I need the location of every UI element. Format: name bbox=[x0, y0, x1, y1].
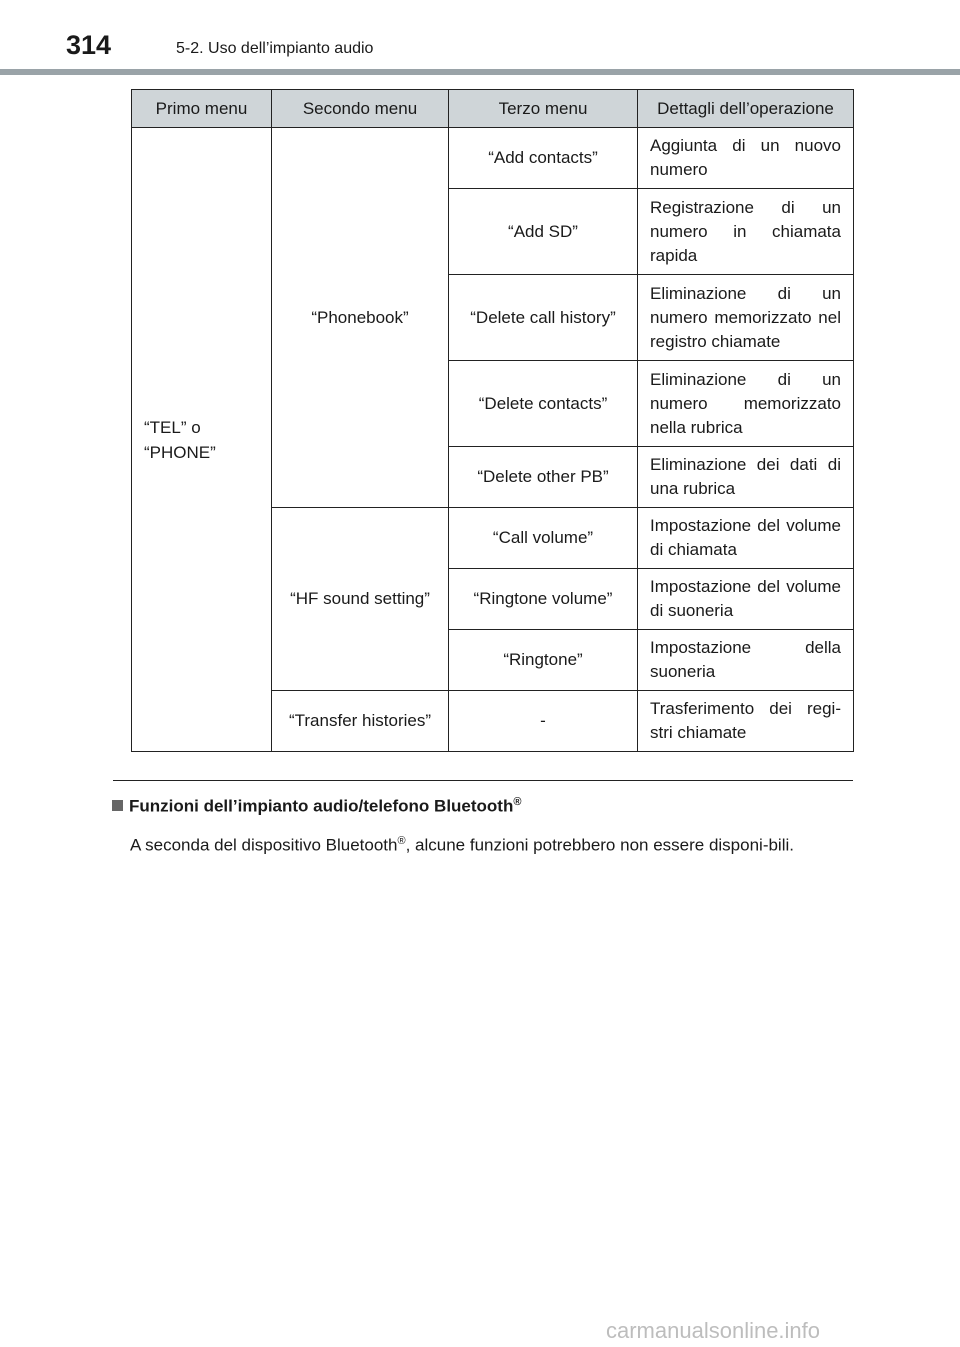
third-menu-cell: - bbox=[449, 691, 638, 752]
note-text-end: , alcune funzioni potrebbero non essere disponi-bili. bbox=[405, 835, 794, 855]
second-menu-cell: “Transfer histories” bbox=[272, 691, 449, 752]
third-menu-cell: “Call volume” bbox=[449, 508, 638, 569]
column-header: Secondo menu bbox=[272, 90, 449, 128]
section-divider bbox=[113, 780, 853, 781]
note-paragraph bbox=[130, 828, 840, 859]
third-menu-cell: “Delete call history” bbox=[449, 275, 638, 361]
column-header: Terzo menu bbox=[449, 90, 638, 128]
third-menu-cell: “Add SD” bbox=[449, 189, 638, 275]
third-menu-cell: “Ringtone volume” bbox=[449, 569, 638, 630]
table-header-row bbox=[132, 90, 854, 128]
detail-cell: Impostazione del volume di suoneria bbox=[638, 569, 854, 630]
detail-cell: Eliminazione di un numero memorizzato nella rubrica bbox=[638, 361, 854, 447]
first-menu-cell bbox=[132, 128, 272, 752]
second-menu-cell: “Phonebook” bbox=[272, 128, 449, 508]
third-menu-cell: “Ringtone” bbox=[449, 630, 638, 691]
registered-mark: ® bbox=[397, 835, 406, 847]
detail-cell: Eliminazione dei dati di una rubrica bbox=[638, 447, 854, 508]
third-menu-cell: “Add contacts” bbox=[449, 128, 638, 189]
third-menu-cell: “Delete contacts” bbox=[449, 361, 638, 447]
detail-cell: Aggiunta di un nuovo numero bbox=[638, 128, 854, 189]
header-divider bbox=[0, 69, 960, 75]
detail-cell: Impostazione della suoneria bbox=[638, 630, 854, 691]
note-heading-text: Funzioni dell’impianto audio/telefono Bluetooth bbox=[129, 796, 514, 816]
first-menu-label: “TEL” o “PHONE” bbox=[144, 417, 216, 462]
column-header: Primo menu bbox=[132, 90, 272, 128]
third-menu-cell: “Delete other PB” bbox=[449, 447, 638, 508]
second-menu-cell: “HF sound setting” bbox=[272, 508, 449, 691]
menu-table bbox=[131, 89, 854, 752]
table-row bbox=[132, 128, 854, 189]
registered-mark: ® bbox=[513, 796, 522, 808]
detail-cell: Impostazione del volume di chiamata bbox=[638, 508, 854, 569]
note-heading bbox=[112, 796, 521, 817]
note-text-start: A seconda del dispositivo Bluetooth bbox=[130, 835, 398, 855]
detail-cell: Trasferimento dei regi-stri chiamate bbox=[638, 691, 854, 752]
page-number: 314 bbox=[66, 30, 112, 60]
column-header: Dettagli dell’operazione bbox=[638, 90, 854, 128]
detail-cell: Registrazione di un numero in chiamata rapida bbox=[638, 189, 854, 275]
detail-cell: Eliminazione di un numero memorizzato nel registro chiamate bbox=[638, 275, 854, 361]
watermark: carmanualsonline.info bbox=[606, 1318, 821, 1343]
square-bullet-icon bbox=[112, 800, 123, 811]
section-title: 5-2. Uso dell’impianto audio bbox=[176, 40, 374, 57]
